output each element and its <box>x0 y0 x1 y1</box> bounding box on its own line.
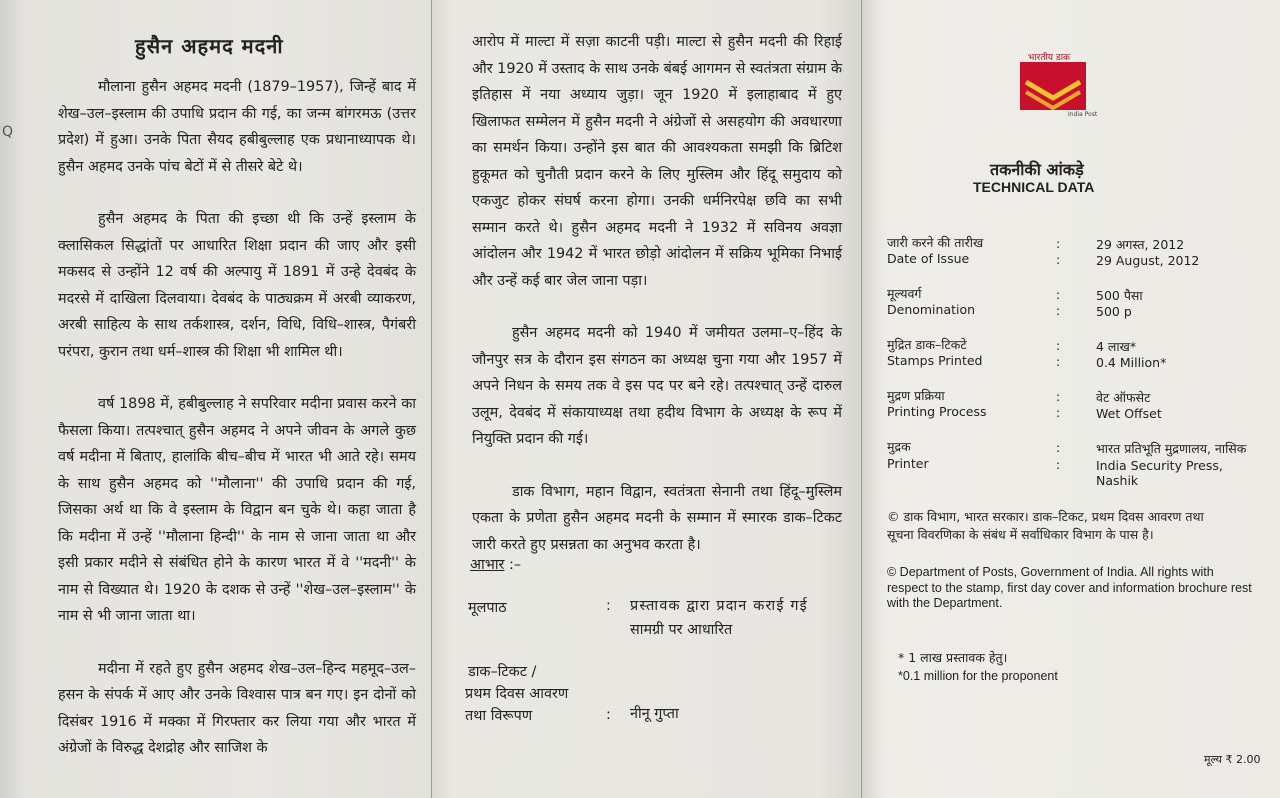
paragraph: हुसैन अहमद के पिता की इच्छा थी कि उन्हें इस्लाम के क्लासिकल सिद्धांतों पर आधारित शिक्षा प्रदान की जाए और इसी मकसद से उन्होंने 12 वर्ष की अल्पायु में 1891 में उन्हे देवबंद के मदरसे में दाखिला दिलवाया। देवबंद के पाठ्यक्रम में अरबी व्याकरण, अरबी साहित्य के साथ तर्कशास्त्र, दर्शन, विधि, विधि–शास्त्र, पैगंबरी परंपरा, कुरान तथा धर्म–शास्त्र की शिक्षा भी शामिल थी। <box>58 211 416 360</box>
copyright-hindi-line1: © डाक विभाग, भारत सरकार। डाक–टिकट, प्रथम दिवस आवरण तथा <box>887 509 1204 524</box>
printer-label-hindi: मुद्रक <box>887 439 911 454</box>
ack-colon: : <box>606 707 611 723</box>
denomination-label-hindi: मूल्यवर्ग <box>887 286 922 301</box>
printer-label: Printer <box>887 456 929 471</box>
ack-design-label-line1: डाक–टिकट / <box>468 664 537 680</box>
copyright-english-line3: with the Department. <box>887 596 1003 610</box>
right-page: भारतीय डाक India Post तकनीकी आंकड़े TECHNICAL DATA जारी करने की तारीख Date of Issue : : 29 अगस्त, 2012 29 August, 2012 मूल्यवर्ग Denomination : : 500 पैसा 500 p मुद्रित डाक–टिकटे Stamps Printed : : 4 लाख* 0.4 Million* मुद्रण प्रक्रिया Printing Process : : वेट ऑफसेट Wet Offset मुद्रक Printer : : भारत प्रतिभूति मुद्रणालय, नासिक India Security Press, Nashik © डाक विभाग, भारत सरकार। डाक–टिकट, प्रथम दिवस आवरण तथा सूचना विवरणिका के संबंध में सर्वाधिकार विभाग के पास है। © Department of Posts, Government of India. All rights with respect to the stamp, first day cover and information brochure rest with the Department. * 1 लाख प्रस्तावक हेतु। *0.1 million for the proponent मूल्य ₹ 2.00 <box>862 0 1280 798</box>
denomination-value: 500 p <box>1096 304 1132 319</box>
middle-page <box>432 0 862 798</box>
paragraph: मदीना में रहते हुए हुसैन अहमद शेख–उल–हिन्द महमूद–उल–हसन के संपर्क में आए और उनके विश्वास पात्र बन गए। इन दोनों को दिसंबर 1916 में मक्का में गिरफ्तार कर लिया गया और भारत में अंग्रेजों के विरुद्ध देशद्रोह और साजिश के <box>58 660 416 756</box>
paragraph: हुसैन अहमद मदनी को 1940 में जमीयत उलमा–ए–हिंद के जौनपुर सत्र के दौरान इस संगठन का अध्यक्ष चुना गया और 1957 में अपने निधन के समय तक वे इस पद पर बने रहे। तत्पश्चात् उन्हें दारुल उलूम, देवबंद में संकायाध्यक्ष तथा हदीथ विभाग के अध्यक्ष के रूप में नियुक्ति प्रदान की गई। <box>472 325 842 447</box>
paragraph: वर्ष 1898 में, हबीबुल्लाह ने सपरिवार मदीना प्रवास करने का फैसला किया। तत्पश्चात् हुसैन अहमद ने अपने जीवन के अगले कुछ वर्ष मदीना में बिताए, हालांकि बीच–बीच में भारत भी आते रहे। समय के साथ हुसैन अहमद को ''मौलाना'' की उपाधि प्रदान की गई, जिसका अर्थ था कि वे इस्लाम के विद्वान बन चुके थे। कहा जाता है कि मदीना में उन्हें ''मौलाना हिन्दी'' के नाम से जाना जाता था और इसी प्रकार मदीने से संबंधित होने के कारण भारत में वे ''मदनी'' के नाम से विख्यात थे। 1920 के दशक से उन्हें ''शेख–उल–इस्लाम'' के नाम से भी जाना जाता था। <box>58 396 416 624</box>
printing-process-value: Wet Offset <box>1096 406 1162 421</box>
price-label: मूल्य ₹ 2.00 <box>1204 753 1261 766</box>
edge-glyph: Q <box>2 124 14 140</box>
ack-colon: : <box>606 598 611 614</box>
ack-heading-suffix: :– <box>504 557 522 573</box>
biography-continued <box>472 29 842 558</box>
ack-text-value-line2: सामग्री पर आधारित <box>630 622 733 638</box>
stamps-printed-label-hindi: मुद्रित डाक–टिकटे <box>887 337 967 352</box>
footnote-hindi: * 1 लाख प्रस्तावक हेतु। <box>898 650 1008 665</box>
tech-heading-hindi: तकनीकी आंकड़े <box>990 160 1084 179</box>
ack-design-label-line2: प्रथम दिवस आवरण <box>465 686 569 702</box>
ack-heading-text: आभार <box>470 557 505 573</box>
stamps-printed-label: Stamps Printed <box>887 353 983 368</box>
biography-text <box>58 74 416 762</box>
printing-process-label-hindi: मुद्रण प्रक्रिया <box>887 388 945 403</box>
page-title: हुसैन अहमद मदनी <box>135 34 284 58</box>
logo-text-english: India Post <box>1068 111 1098 118</box>
paragraph: आरोप में माल्टा में सज़ा काटनी पड़ी। माल्टा से हुसैन मदनी की रिहाई और 1920 में उस्ताद के साथ उनके बंबई आगमन से स्वतंत्रता संग्राम के इतिहास में नया अध्याय जुड़ा। जून 1920 में इलाहाबाद में हुए खिलाफत सम्मेलन में हुसैन मदनी ने अंग्रेजों से असहयोग की अवधारणा का समर्थन किया। उन्होंने इस बात की आवश्यकता समझी कि ब्रिटिश हुकूमत को चुनौती प्रदान करने के लिए मुस्लिम और हिंदू समुदाय को एकजुट होकर संघर्ष करना होगा। उनकी धर्मनिरपेक्ष छवि का सभी सम्मान करते थे। हुसैन अहमद मदनी ने 1932 में सविनय अवज्ञा आंदोलन और 1942 में भारत छोड़ो आंदोलन में सक्रिय भूमिका निभाई और उन्हें कई बार जेल जाना पड़ा। <box>472 34 842 289</box>
stamps-printed-value: 0.4 Million* <box>1096 355 1167 370</box>
acknowledgement-heading <box>470 555 521 574</box>
logo-text-hindi: भारतीय डाक <box>1028 53 1070 63</box>
ack-design-label-line3: तथा विरूपण <box>465 708 533 724</box>
copyright-hindi-line2: सूचना विवरणिका के संबंध में सर्वाधिकार विभाग के पास है। <box>887 527 1154 542</box>
date-label-hindi: जारी करने की तारीख <box>887 235 984 250</box>
ack-text-label: मूलपाठ <box>468 600 507 616</box>
denomination-value-hindi: 500 पैसा <box>1096 288 1143 303</box>
footnote-english: *0.1 million for the proponent <box>898 669 1058 683</box>
date-label: Date of Issue <box>887 251 970 266</box>
printer-value-hindi: भारत प्रतिभूति मुद्रणालय, नासिक <box>1096 441 1247 456</box>
tech-heading-english: TECHNICAL DATA <box>973 179 1095 195</box>
copyright-english-line2: respect to the stamp, first day cover and information brochure rest <box>887 581 1252 595</box>
left-page <box>0 0 432 798</box>
india-post-envelope-icon <box>1020 62 1086 110</box>
ack-text-value-line1: प्रस्तावक द्वारा प्रदान कराई गई <box>630 598 808 614</box>
ack-design-value: नीनू गुप्ता <box>630 706 679 722</box>
printing-process-value-hindi: वेट ऑफसेट <box>1096 390 1151 405</box>
india-post-logo <box>1020 62 1086 110</box>
denomination-label: Denomination <box>887 302 976 317</box>
date-value-hindi: 29 अगस्त, 2012 <box>1096 237 1185 252</box>
printing-process-label: Printing Process <box>887 404 987 419</box>
date-value: 29 August, 2012 <box>1096 253 1200 268</box>
stamps-printed-value-hindi: 4 लाख* <box>1096 339 1137 354</box>
copyright-english-line1: © Department of Posts, Government of India. All rights with <box>887 565 1214 579</box>
printer-value-line2: Nashik <box>1096 473 1139 488</box>
paragraph: मौलाना हुसैन अहमद मदनी (1879–1957), जिन्हें बाद में शेख–उल–इस्लाम की उपाधि प्रदान की गई, का जन्म बांगरमऊ (उत्तर प्रदेश) में हुआ। उनके पिता सैयद हबीबुल्लाह एक प्रधानाध्यापक थे। हुसैन अहमद उनके पांच बेटों में से तीसरे बेटे थे। <box>58 79 416 175</box>
paragraph: डाक विभाग, महान विद्वान, स्वतंत्रता सेनानी तथा हिंदू–मुस्लिम एकता के प्रणेता हुसैन अहमद मदनी के सम्मान में स्मारक डाक–टिकट जारी करते हुए प्रसन्नता का अनुभव करता है। <box>472 483 842 553</box>
printer-value-line1: India Security Press, <box>1096 458 1223 473</box>
